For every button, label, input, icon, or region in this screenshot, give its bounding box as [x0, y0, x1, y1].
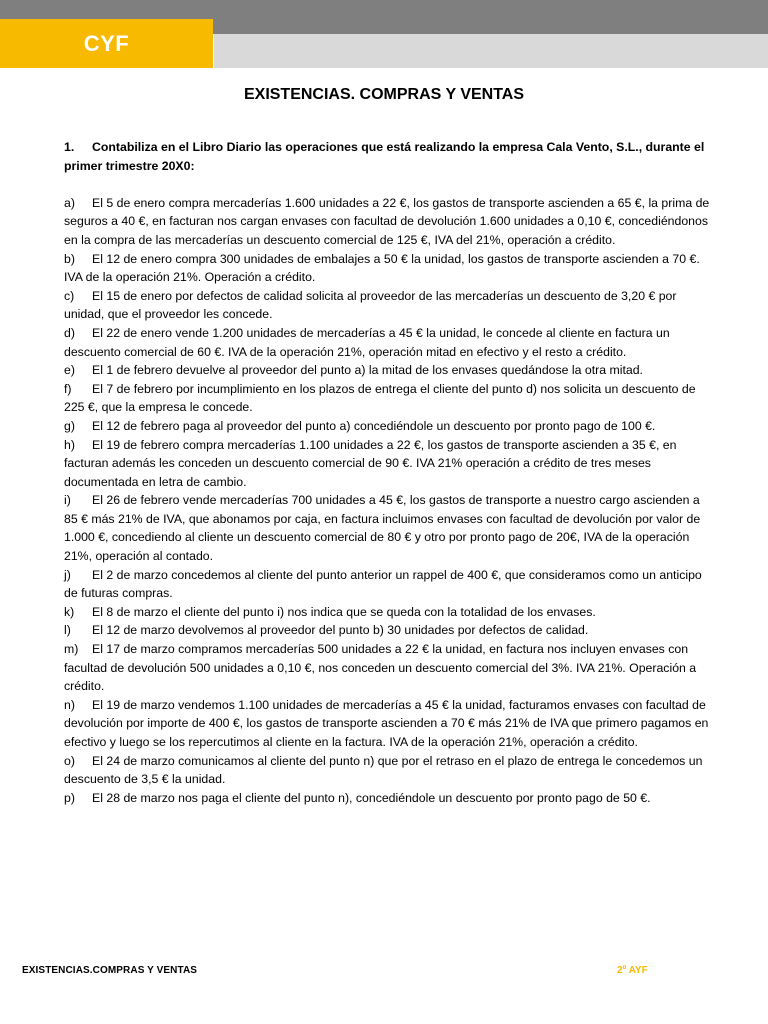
logo-text: CYF — [83, 30, 130, 56]
footer-course: 2º AYF — [617, 965, 648, 976]
item-letter: b) — [64, 251, 75, 266]
item-letter: i) — [64, 493, 71, 508]
footer-title: EXISTENCIAS.COMPRAS Y VENTAS — [22, 965, 198, 976]
exercise-number: 1. — [64, 140, 75, 154]
item-letter: l) — [64, 623, 71, 638]
exercise-item — [64, 361, 714, 380]
logo — [0, 19, 213, 68]
item-letter: k) — [64, 604, 75, 619]
item-text: El 19 de marzo vendemos 1.100 unidades de mercaderías a 45 € la unidad, facturamos envases con facultad de devolución por importe de 400 €, los gastos de transporte ascienden a 70 € más 21% de IVA que primero pagamos en efectivo y luego se los repercutimos al cliente en la factura. IVA de la operación 21%, operación a crédito. — [64, 697, 709, 749]
item-letter: g) — [64, 418, 75, 433]
item-letter: c) — [64, 288, 75, 303]
exercise-item — [64, 436, 714, 492]
header-band-light — [214, 34, 768, 68]
item-text: El 17 de marzo compramos mercaderías 500 unidades a 22 € la unidad, en factura nos incluyen envases con facultad de devolución 500 unidades a 0,10 €, nos conceden un descuento comercial del 3%. IVA 21%. Operación a crédito. — [64, 642, 697, 694]
exercise-item — [64, 194, 714, 250]
item-text: El 7 de febrero por incumplimiento en los plazos de entrega el cliente del punto d) nos solicita un descuento de 225 €, que la empresa le concede. — [64, 381, 696, 415]
item-text: El 19 de febrero compra mercaderías 1.100 unidades a 22 €, los gastos de transporte ascienden a 35 €, en facturan además les conceden un descuento comercial de 90 €. IVA 21% operación a crédito de tres meses documentada en letra de cambio. — [64, 437, 677, 489]
item-text: El 12 de marzo devolvemos al proveedor del punto b) 30 unidades por defectos de calidad. — [92, 623, 589, 638]
exercise-statement-text: Contabiliza en el Libro Diario las operaciones que está realizando la empresa Cala Vento, S.L., durante el primer trimestre 20X0: — [64, 140, 705, 173]
exercise-item — [64, 380, 714, 417]
item-text: El 26 de febrero vende mercaderías 700 unidades a 45 €, los gastos de transporte a nuestro cargo ascienden a 85 € más 21% de IVA, que abonamos por caja, en factura incluimos envases con facultad de devolución por valor de 1.000 €, concediendo al cliente un descuento comercial de 80 € y otro por pronto pago de 20€, IVA de la operación 21%, operación al contado. — [64, 493, 701, 564]
item-letter: f) — [64, 381, 72, 396]
item-text: El 8 de marzo el cliente del punto i) nos indica que se queda con la totalidad de los envases. — [92, 604, 596, 619]
exercise-item — [64, 640, 714, 696]
item-letter: a) — [64, 195, 75, 210]
item-letter: n) — [64, 697, 75, 712]
exercise-item — [64, 621, 714, 640]
item-letter: h) — [64, 437, 75, 452]
exercise-item — [64, 287, 714, 324]
item-letter: j) — [64, 567, 71, 582]
item-text: El 12 de enero compra 300 unidades de embalajes a 50 € la unidad, los gastos de transporte ascienden a 70 €. IVA de la operación 21%. Operación a crédito. — [64, 251, 700, 285]
item-text: El 28 de marzo nos paga el cliente del punto n), concediéndole un descuento por pronto pago de 50 €. — [92, 790, 651, 805]
exercise-item — [64, 324, 714, 361]
item-letter: d) — [64, 325, 75, 340]
item-text: El 1 de febrero devuelve al proveedor del punto a) la mitad de los envases quedándose la otra mitad. — [92, 363, 643, 378]
item-letter: p) — [64, 790, 75, 805]
exercise-statement — [64, 138, 714, 175]
exercise — [64, 138, 714, 807]
exercise-item — [64, 789, 714, 808]
exercise-item — [64, 250, 714, 287]
item-text: El 22 de enero vende 1.200 unidades de mercaderías a 45 € la unidad, le concede al cliente en factura un descuento comercial de 60 €. IVA de la operación 21%, operación mitad en efectivo y el resto a crédito. — [64, 325, 670, 359]
item-text: El 2 de marzo concedemos al cliente del punto anterior un rappel de 400 €, que consideramos como un anticipo de futuras compras. — [64, 567, 702, 601]
exercise-item — [64, 603, 714, 622]
exercise-item — [64, 566, 714, 603]
item-letter: o) — [64, 753, 75, 768]
item-text: El 15 de enero por defectos de calidad solicita al proveedor de las mercaderías un descuento de 3,20 € por unidad, que el proveedor les concede. — [64, 288, 677, 322]
item-text: El 12 de febrero paga al proveedor del punto a) concediéndole un descuento por pronto pago de 100 €. — [92, 418, 656, 433]
item-letter: e) — [64, 363, 75, 378]
page-title: EXISTENCIAS. COMPRAS Y VENTAS — [243, 86, 525, 103]
exercise-item — [64, 752, 714, 789]
exercise-item — [64, 417, 714, 436]
exercise-item-list — [64, 194, 714, 808]
item-text: El 24 de marzo comunicamos al cliente del punto n) que por el retraso en el plazo de entrega le concedemos un descuento de 3,5 € la unidad. — [64, 753, 703, 787]
exercise-item — [64, 696, 714, 752]
item-letter: m) — [64, 642, 79, 657]
item-text: El 5 de enero compra mercaderías 1.600 unidades a 22 €, los gastos de transporte ascienden a 65 €, la prima de seguros a 40 €, en facturan nos cargan envases con facultad de devolución 1.600 unidades a 0,10 €, concediéndonos en la compra de las mercaderías un descuento comercial de 125 €, IVA del 21%, operación a crédito. — [64, 195, 710, 247]
exercise-item — [64, 491, 714, 565]
